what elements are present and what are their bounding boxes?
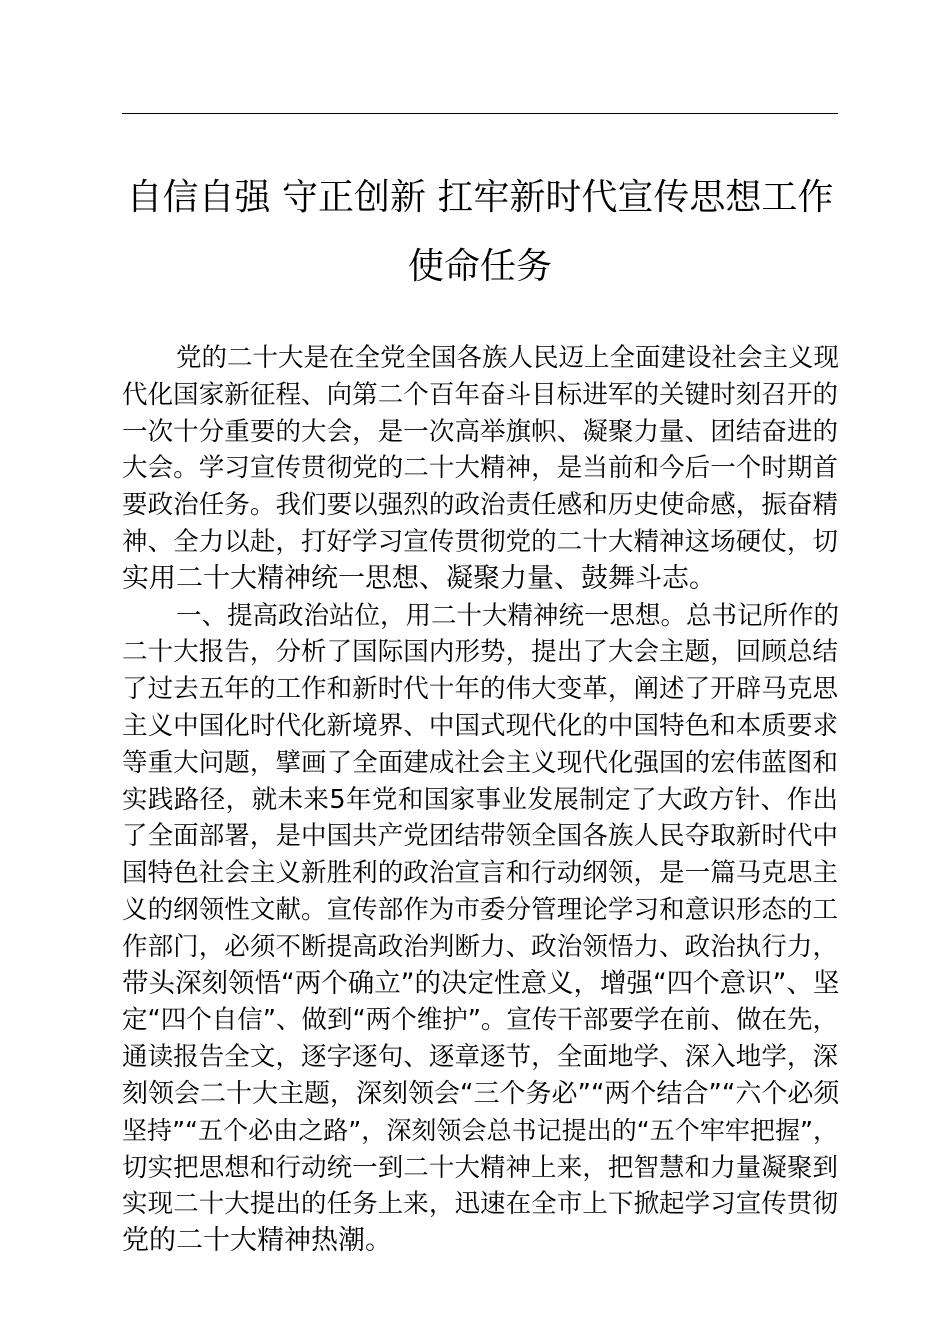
paragraph-line: 坚持”“五个必由之路”，深刻领会总书记提出的“五个牢牢把握”， (122, 1115, 838, 1145)
paragraph-line: 神、全力以赴，打好学习宣传贯彻党的二十大精神这场硬仗，切 (122, 526, 838, 557)
paragraph-2 (122, 598, 838, 1260)
paragraph-line: 二十大报告，分析了国际国内形势，提出了大会主题，回顾总结 (122, 637, 838, 668)
paragraph-line: 党的二十大精神热潮。 (122, 1225, 392, 1257)
document-title-line-1: 自信自强 守正创新 扛牢新时代宣传思想工作 (126, 177, 834, 218)
paragraph-line: 了过去五年的工作和新时代十年的伟大变革，阐述了开辟马克思 (122, 674, 838, 705)
paragraph-line: 义的纲领性文献。宣传部作为市委分管理论学习和意识形态的工 (122, 894, 838, 925)
paragraph-line: 实现二十大提出的任务上来，迅速在全市上下掀起学习宣传贯彻 (122, 1189, 838, 1220)
paragraph-line: 带头深刻领悟“两个确立”的决定性意义，增强“四个意识”、坚 (122, 967, 840, 999)
paragraph-1 (122, 340, 838, 598)
paragraph-line: 定“四个自信”、做到“两个维护”。宣传干部要学在前、做在先， (122, 1005, 838, 1036)
paragraph-line: 主义中国化时代化新境界、中国式现代化的中国特色和本质要求 (122, 710, 838, 741)
paragraph-line: 国特色社会主义新胜利的政治宣言和行动纲领，是一篇马克思主 (122, 858, 838, 889)
paragraph-line: 切实把思想和行动统一到二十大精神上来，把智慧和力量凝聚到 (122, 1152, 838, 1183)
paragraph-line: 一次十分重要的大会，是一次高举旗帜、凝聚力量、团结奋进的 (122, 416, 838, 447)
paragraph-line: 作部门，必须不断提高政治判断力、政治领悟力、政治执行力， (122, 931, 838, 962)
paragraph-line: 要政治任务。我们要以强烈的政治责任感和历史使命感，振奋精 (122, 490, 838, 521)
header-rule (122, 113, 838, 114)
paragraph-line: 实用二十大精神统一思想、凝聚力量、鼓舞斗志。 (122, 562, 716, 594)
document-title-line-2: 使命任务 (407, 246, 552, 287)
paragraph-line: 党的二十大是在全党全国各族人民迈上全面建设社会主义现 (176, 343, 840, 373)
paragraph-line: 代化国家新征程、向第二个百年奋斗目标进军的关键时刻召开的 (122, 379, 838, 410)
paragraph-line: 刻领会二十大主题，深刻领会“三个务必”“两个结合”“六个必须 (122, 1078, 840, 1109)
paragraph-line: 一、提高政治站位，用二十大精神统一思想。总书记所作的 (176, 600, 840, 631)
paragraph-line: 实践路径，就未来5年党和国家事业发展制定了大政方针、作出 (122, 784, 838, 815)
paragraph-line: 大会。学习宣传贯彻党的二十大精神，是当前和今后一个时期首 (122, 453, 838, 484)
paragraph-line: 了全面部署，是中国共产党团结带领全国各族人民夺取新时代中 (122, 821, 838, 852)
paragraph-line: 通读报告全文，逐字逐句、逐章逐节，全面地学、深入地学，深 (122, 1042, 838, 1073)
paragraph-line: 等重大问题，擘画了全面建成社会主义现代化强国的宏伟蓝图和 (122, 747, 838, 778)
